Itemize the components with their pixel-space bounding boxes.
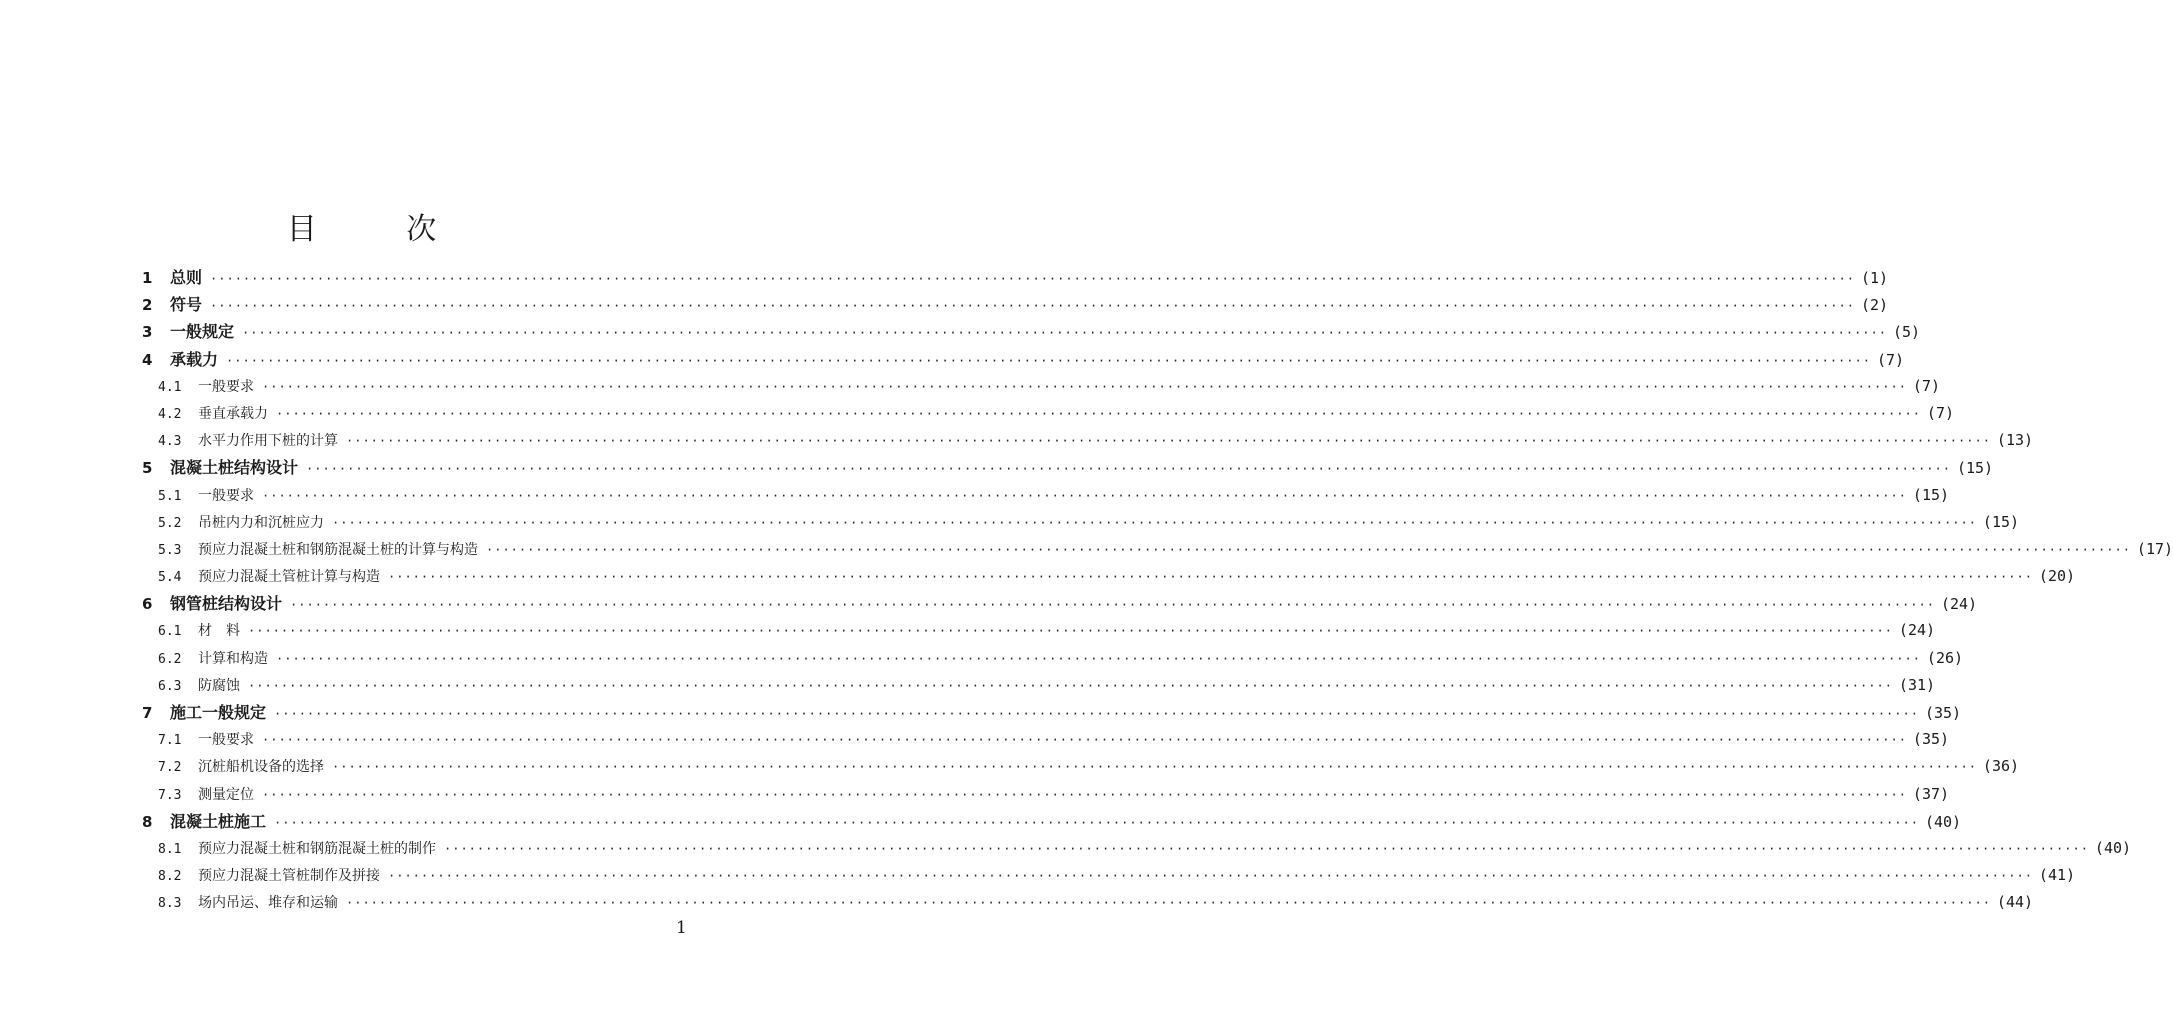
toc-dot-leader: ········································································································································································································: [332, 760, 1977, 775]
toc-section-entry: [142, 536, 2173, 563]
toc-entry-number: 6.3: [158, 678, 182, 694]
toc-dot-leader: ········································································································································································································: [388, 570, 2033, 585]
toc-entry-page: (7): [1876, 350, 1905, 369]
toc-section-entry: [142, 427, 2034, 454]
toc-dot-leader: ········································································································································································································: [248, 678, 1893, 693]
toc-title: 目 次: [286, 212, 477, 247]
toc-entry-label: 一般规定: [170, 322, 235, 342]
toc-section-entry: [142, 645, 1964, 672]
toc-entry-page: (35): [1912, 730, 1950, 749]
toc-section-entry: [142, 617, 1936, 644]
toc-entry-number: 3: [142, 323, 153, 342]
toc-entry-label: 混凝土桩施工: [170, 811, 267, 831]
toc-section-entry: [142, 509, 2020, 536]
toc-entry-page: (2): [1860, 296, 1889, 315]
toc-entry-page: (37): [1912, 784, 1950, 803]
toc-chapter-entry: [142, 264, 1889, 291]
toc-entry-page: (24): [1940, 595, 1978, 614]
toc-entry-page: (26): [1926, 648, 1964, 667]
toc-entry-label: 混凝土桩结构设计: [170, 458, 299, 478]
toc-chapter-entry: [142, 454, 1994, 481]
toc-entry-number: 5.3: [158, 542, 182, 558]
toc-entry-page: (7): [1912, 376, 1941, 395]
toc-section-entry: [142, 373, 1941, 400]
toc-dot-leader: ········································································································································································································: [274, 707, 1919, 721]
toc-entry-label: 防腐蚀: [198, 677, 240, 694]
toc-chapter-entry: [142, 291, 1889, 318]
toc-entry-page: (40): [2094, 838, 2132, 857]
toc-section-entry: [142, 563, 2076, 590]
toc-entry-number: 4.2: [158, 406, 182, 422]
toc-entry-label: 场内吊运、堆存和运输: [198, 895, 338, 912]
toc-entry-label: 预应力混凝土管桩制作及拼接: [198, 868, 380, 885]
toc-entry-number: 6.2: [158, 651, 182, 667]
toc-entry-label: 吊桩内力和沉桩应力: [198, 514, 324, 531]
toc-entry-label: 施工一般规定: [170, 703, 267, 722]
toc-section-entry: [142, 781, 1950, 808]
toc-dot-leader: ········································································································································································································: [210, 272, 1855, 286]
toc-entry-page: (7): [1926, 403, 1955, 422]
toc-section-entry: [142, 862, 2076, 889]
toc-dot-leader: ········································································································································································································: [346, 434, 1991, 449]
toc-dot-leader: ········································································································································································································: [306, 462, 1951, 477]
toc-section-entry: [142, 835, 2132, 862]
table-of-contents: [142, 264, 2173, 917]
toc-dot-leader: ········································································································································································································: [226, 353, 1871, 368]
toc-entry-number: 8: [142, 812, 153, 831]
toc-entry-page: (20): [2038, 567, 2076, 586]
toc-entry-page: (24): [1898, 621, 1936, 640]
toc-entry-number: 7.1: [158, 733, 182, 749]
toc-entry-number: 4.3: [158, 434, 182, 450]
toc-dot-leader: ········································································································································································································: [444, 841, 2089, 856]
toc-entry-label: 材 料: [198, 623, 240, 640]
toc-entry-page: (13): [1996, 431, 2034, 450]
toc-chapter-entry: [142, 808, 1962, 835]
toc-dot-leader: ········································································································································································································: [262, 379, 1907, 394]
toc-dot-leader: ········································································································································································································: [248, 624, 1893, 639]
toc-entry-number: 4: [142, 350, 153, 369]
toc-chapter-entry: [142, 590, 1978, 617]
toc-dot-leader: ········································································································································································································: [262, 787, 1907, 802]
toc-dot-leader: ········································································································································································································: [290, 598, 1935, 613]
toc-entry-number: 4.1: [158, 379, 182, 395]
toc-entry-label: 预应力混凝土桩和钢筋混凝土桩的计算与构造: [198, 541, 478, 558]
toc-entry-number: 8.2: [158, 869, 182, 885]
toc-entry-label: 水平力作用下桩的计算: [198, 433, 338, 450]
toc-chapter-entry: [142, 318, 1921, 345]
toc-entry-label: 测量定位: [198, 786, 254, 803]
toc-entry-page: (15): [1912, 485, 1950, 504]
toc-entry-number: 8.1: [158, 841, 182, 857]
toc-entry-number: 5.4: [158, 570, 182, 586]
toc-entry-number: 8.3: [158, 896, 182, 912]
toc-section-entry: [142, 726, 1950, 753]
toc-entry-label: 一般要求: [198, 487, 254, 504]
toc-entry-number: 5.2: [158, 515, 182, 531]
toc-entry-label: 预应力混凝土管桩计算与构造: [198, 569, 380, 586]
toc-dot-leader: ········································································································································································································: [274, 815, 1919, 830]
toc-entry-page: (17): [2136, 539, 2173, 558]
toc-section-entry: [142, 482, 1950, 509]
toc-entry-label: 一般要求: [198, 732, 254, 749]
toc-entry-number: 5.1: [158, 488, 182, 504]
toc-entry-page: (41): [2038, 866, 2076, 885]
toc-entry-number: 6: [142, 595, 153, 614]
toc-entry-number: 7.3: [158, 787, 182, 803]
toc-entry-label: 预应力混凝土桩和钢筋混凝土桩的制作: [198, 840, 436, 857]
toc-section-entry: [142, 400, 1955, 427]
toc-entry-number: 1: [142, 269, 153, 287]
toc-dot-leader: ········································································································································································································: [210, 299, 1855, 314]
toc-entry-label: 总则: [170, 268, 203, 287]
toc-entry-number: 7.2: [158, 760, 182, 776]
toc-entry-number: 2: [142, 296, 153, 315]
toc-entry-page: (15): [1982, 512, 2020, 531]
toc-dot-leader: ········································································································································································································: [332, 515, 1977, 530]
toc-section-entry: [142, 672, 1936, 699]
toc-entry-page: (15): [1956, 459, 1994, 478]
toc-entry-label: 承载力: [170, 349, 219, 369]
toc-entry-label: 钢管桩结构设计: [170, 594, 283, 614]
toc-dot-leader: ········································································································································································································: [388, 869, 2033, 884]
page-number: 1: [676, 918, 687, 938]
toc-dot-leader: ········································································································································································································: [346, 896, 1991, 911]
toc-dot-leader: ········································································································································································································: [486, 542, 2131, 557]
toc-chapter-entry: [142, 346, 1905, 373]
toc-entry-label: 计算和构造: [198, 650, 268, 667]
toc-entry-page: (35): [1924, 704, 1962, 722]
toc-entry-label: 一般要求: [198, 378, 254, 395]
toc-dot-leader: ········································································································································································································: [262, 488, 1907, 503]
toc-entry-label: 垂直承载力: [198, 405, 268, 422]
toc-entry-label: 符号: [170, 295, 203, 315]
toc-entry-page: (40): [1924, 812, 1962, 831]
toc-entry-page: (44): [1996, 893, 2034, 912]
toc-entry-number: 7: [142, 704, 153, 722]
toc-section-entry: [142, 889, 2034, 916]
toc-entry-page: (36): [1982, 757, 2020, 776]
toc-section-entry: [142, 753, 2020, 780]
toc-entry-page: (31): [1898, 675, 1936, 694]
toc-entry-label: 沉桩船机设备的选择: [198, 759, 324, 776]
toc-chapter-entry: [142, 699, 1962, 726]
toc-entry-page: (5): [1892, 323, 1921, 342]
toc-dot-leader: ········································································································································································································: [242, 326, 1887, 341]
toc-dot-leader: ········································································································································································································: [262, 733, 1907, 748]
toc-dot-leader: ········································································································································································································: [276, 406, 1921, 421]
toc-entry-page: (1): [1860, 269, 1889, 287]
toc-entry-number: 6.1: [158, 624, 182, 640]
toc-entry-number: 5: [142, 459, 153, 478]
toc-dot-leader: ········································································································································································································: [276, 651, 1921, 666]
